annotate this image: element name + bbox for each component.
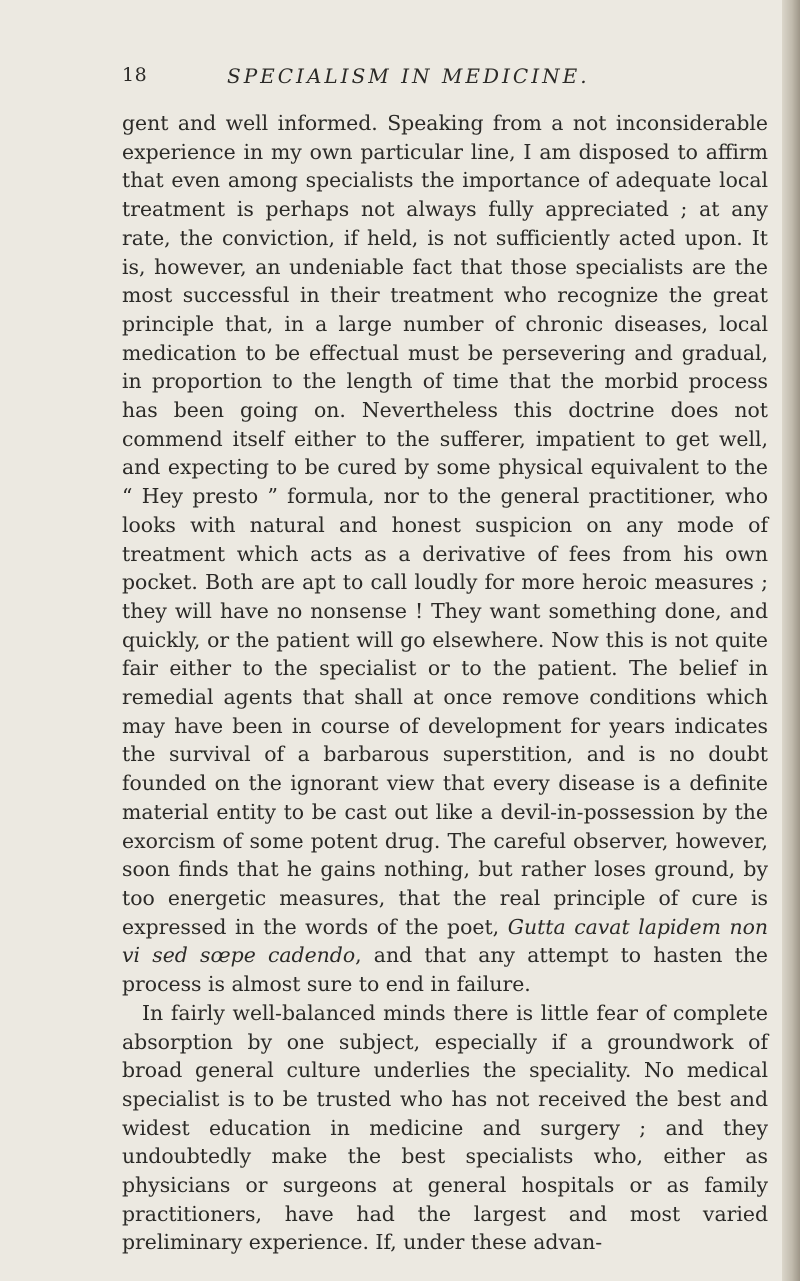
paragraph-2-text: In fairly well-balanced minds there is little fear of complete absorption by one subject, especially if a groundwork of broad general culture underlies the speciality. No medical specialist is to be trusted who has not received the best and widest education in medicine and surgery ; and they undoubtedly make the best specialists who, either as physicians or surgeons at general hospitals or as family practitioners, have had the largest and most varied preliminary experience. If, under these advan-: [122, 1000, 768, 1255]
paragraph-1: [122, 109, 768, 999]
paragraph-1-text-a: gent and well informed. Speaking from a not inconsiderable experience in my own particular line, I am disposed to affirm that even among specialists the importance of adequate local treatment is perhaps not always fully appreciated ; at any rate, the conviction, if held, is not sufficiently acted upon. It is, however, an undeniable fact that those specialists are the most successful in their treatment who recognize the great principle that, in a large number of chronic diseases, local medication to be effectual must be persevering and gradual, in proportion to the length of time that the morbid process has been going on. Nevertheless this doctrine does not commend itself either to the sufferer, impatient to get well, and expecting to be cured by some physical equivalent to the “ Hey presto ” formula, nor to the general practitioner, who looks with natural and honest suspicion on any mode of treatment which acts as a derivative of fees from his own pocket. Both are apt to call loudly for more heroic measures ; they will have no nonsense ! They want something done, and quickly, or the patient will go elsewhere. Now this is not quite fair either to the specialist or to the patient. The belief in remedial agents that shall at once remove conditions which may have been in course of development for years indicates the survival of a barbarous superstition, and is no doubt founded on the ignorant view that every disease is a definite material entity to be cast out like a devil-in-possession by the exorcism of some potent drug. The careful observer, however, soon finds that he gains nothing, but rather loses ground, by too energetic measures, that the real principle of cure is expressed in the words of the poet,: [122, 111, 768, 939]
paragraph-1-text-b: , and that any attempt to hasten the process is almost sure to end in failure.: [122, 943, 768, 997]
running-head: [122, 64, 762, 92]
running-title: SPECIALISM IN MEDICINE.: [227, 64, 590, 88]
page-edge-shadow: [782, 0, 800, 1281]
latin-quotation: Gutta cavat lapidem non vi sed sœpe cadendo: [122, 914, 769, 968]
body-text: [122, 109, 768, 1257]
page-number: 18: [122, 64, 148, 86]
paragraph-2: [122, 999, 768, 1257]
